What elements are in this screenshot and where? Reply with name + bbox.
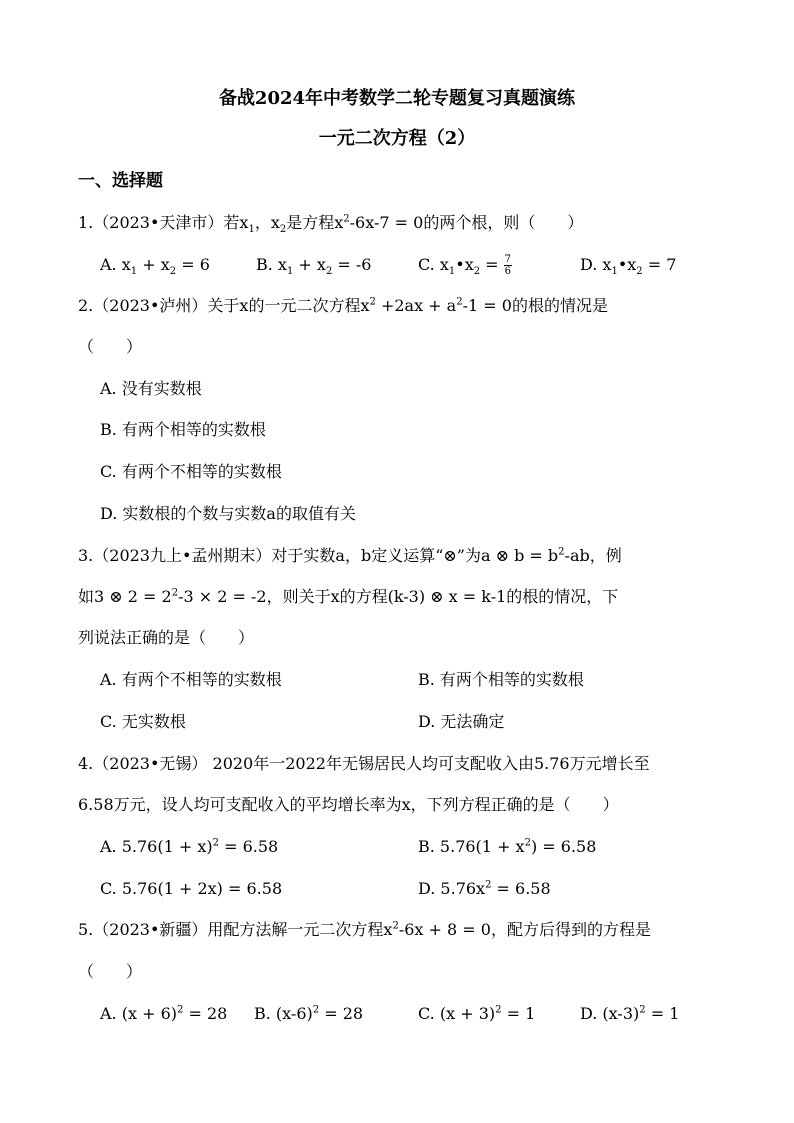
question-3-stem-line-1: 3.（2023九上•孟州期末）对于实数a，b定义运算“⊗”为a ⊗ $b = b^2-ab$，例 [78, 546, 622, 565]
question-3-stem-line-3: 列说法正确的是（ ） [78, 628, 255, 647]
question-2-stem-bracket: （ ） [78, 337, 143, 356]
section-heading: 一、选择题 [78, 171, 163, 191]
question-5-stem: 5.（2023•新疆）用配方法解一元二次方程$x^2-6x + 8 = 0$，配方后得到的方程是 [78, 920, 651, 939]
question-5-stem-bracket: （ ） [78, 962, 143, 981]
page-title: 备战2024年中考数学二轮专题复习真题演练 [218, 88, 576, 109]
question-3-option-d[interactable]: D. 无法确定 [418, 712, 505, 731]
question-2-option-c[interactable]: C. 有两个不相等的实数根 [100, 462, 282, 481]
question-3-option-a[interactable]: A. 有两个不相等的实数根 [100, 670, 282, 689]
question-4-stem-line-2: 6.58万元，设人均可支配收入的平均增长率为x，下列方程正确的是（ ） [78, 795, 619, 814]
question-2-option-b[interactable]: B. 有两个相等的实数根 [100, 420, 266, 439]
question-3-option-c[interactable]: C. 无实数根 [100, 712, 186, 731]
question-5-option-d[interactable]: D. $(x-3)^2 = 1$ [580, 1004, 680, 1023]
question-4-option-d[interactable]: D. $5.76x^2 = 6.58$ [418, 879, 551, 898]
fraction-7-6: $\frac{7}{6}$ [504, 254, 512, 277]
question-3-stem-line-2: 如3 ⊗ $2 = 2^2-3 \times 2 = -2$，则关于x的方程(k-3) ⊗ x = k-1的根的情况，下 [78, 587, 619, 606]
question-5-option-c[interactable]: C. $(x + 3)^2 = 1$ [418, 1004, 536, 1023]
question-2-option-a[interactable]: A. 没有实数根 [100, 379, 202, 398]
question-4-option-c[interactable]: C. 5.76(1 + 2x) = 6.58 [100, 879, 283, 898]
page-subtitle: 一元二次方程（2） [318, 128, 476, 149]
question-2-option-d[interactable]: D. 实数根的个数与实数a的取值有关 [100, 504, 356, 523]
question-2-stem: 2.（2023•泸州）关于x的一元二次方程$x^2 +2ax + a^2-1 = 0$的根的情况是 [78, 296, 608, 315]
question-1-option-c[interactable]: C. $x_1•x_2$ = $\frac{7}{6}$ [418, 254, 512, 278]
question-1-option-a[interactable]: A. $x_1 + x_2 = 6$ [100, 255, 210, 278]
question-3-option-b[interactable]: B. 有两个相等的实数根 [418, 670, 584, 689]
question-1-option-d[interactable]: D. $x_1•x_2 = 7$ [580, 255, 677, 278]
question-1-option-b[interactable]: B. $x_1 + x_2 = -6$ [256, 255, 372, 278]
question-4-option-b[interactable]: B. $5.76(1 + x^2) = 6.58$ [418, 837, 597, 856]
question-4-stem-line-1: 4.（2023•无锡） 2020年一2022年无锡居民人均可支配收入由5.76万元增长至 [78, 754, 650, 773]
question-5-option-a[interactable]: A. $(x + 6)^2 = 28$ [100, 1004, 228, 1023]
question-1-stem: 1.（2023•天津市）若$x_1$，$x_2$是方程$x^2-6x-7 = 0$的两个根，则（ ） [78, 213, 584, 236]
question-4-option-a[interactable]: A. $5.76(1 + x)^2 = 6.58$ [100, 837, 279, 856]
question-5-option-b[interactable]: B. $(x-6)^2 = 28$ [254, 1004, 364, 1023]
